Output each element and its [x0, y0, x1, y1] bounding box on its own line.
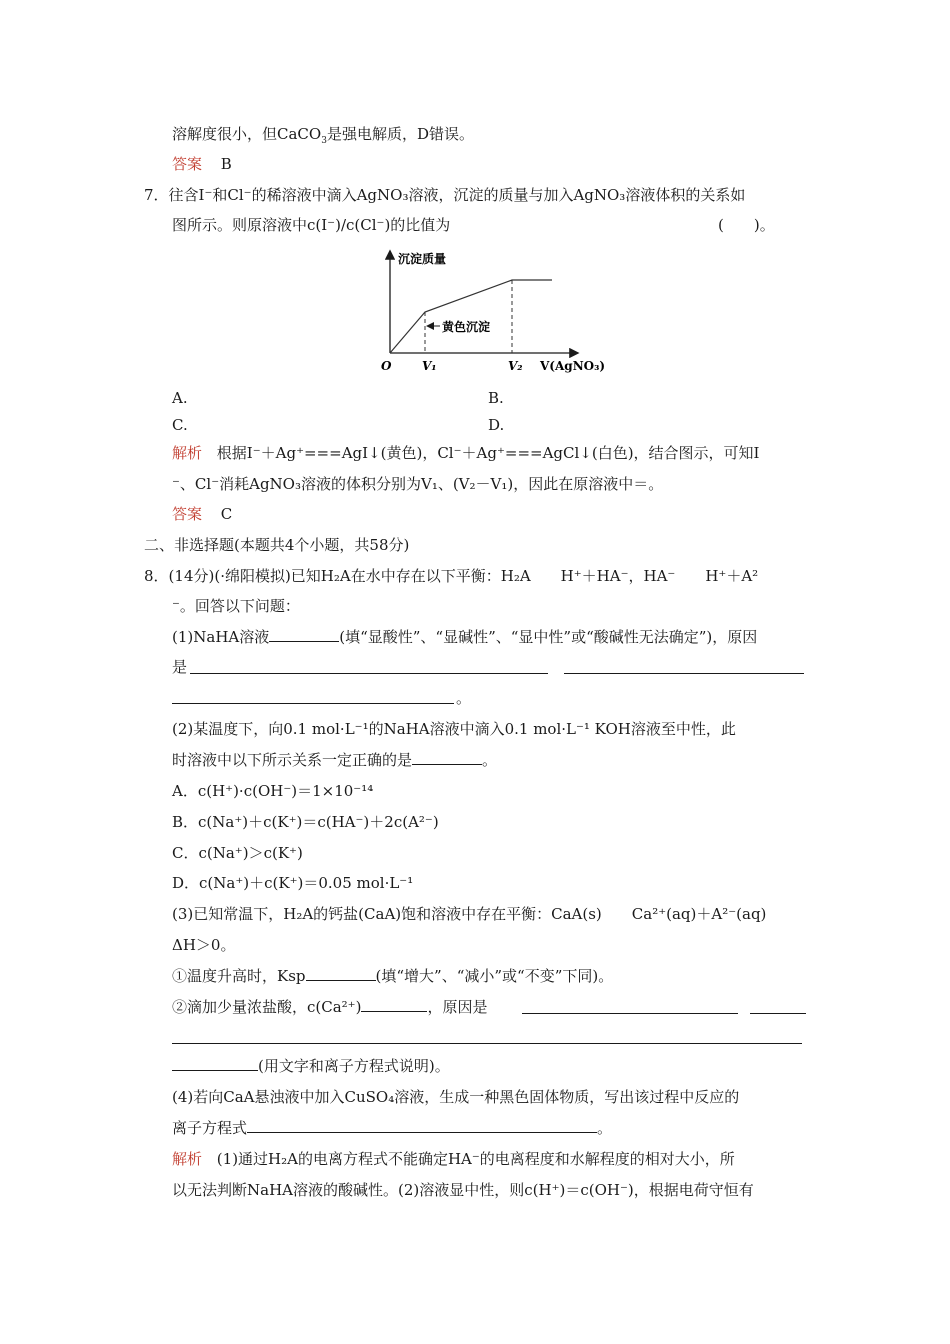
- origin-label: O: [381, 359, 392, 373]
- section-title: 二、非选择题(本题共4个小题，共58分): [144, 536, 410, 554]
- analysis-label: 解析: [172, 444, 203, 462]
- answer-blank[interactable]: [190, 673, 548, 674]
- answer-blank[interactable]: [750, 1013, 806, 1014]
- series-line: [390, 280, 552, 353]
- q8-part2-option-c: C．c(Na⁺)＞c(K⁺): [172, 844, 303, 862]
- answer-value: B: [220, 155, 232, 173]
- q8-part2-option-d: D．c(Na⁺)＋c(K⁺)＝0.05 mol·L⁻¹: [172, 874, 414, 892]
- analysis-label: 解析: [172, 1150, 203, 1168]
- y-axis-label: 沉淀质量: [398, 252, 447, 266]
- answer-blank[interactable]: [172, 1056, 258, 1071]
- q8-part2-option-a: A．c(H⁺)·c(OH⁻)＝1×10⁻¹⁴: [172, 782, 374, 800]
- answer-value: C: [220, 505, 233, 523]
- q7-option-a: A.: [172, 389, 188, 407]
- q8-part4-line-1: (4)若向CaA悬浊液中加入CuSO₄溶液，生成一种黑色固体物质，写出该过程中反应的: [172, 1088, 740, 1106]
- q8-part2-line-1: (2)某温度下，向0.1 mol·L⁻¹的NaHA溶液中滴入0.1 mol·L⁻¹ KOH溶液至中性，此: [172, 720, 736, 738]
- answer-blank[interactable]: [172, 1043, 802, 1044]
- q8-part3-item-2-end: (用文字和离子方程式说明)。: [172, 1056, 450, 1076]
- q8-number: 8．: [144, 567, 169, 585]
- annotation-label: 黄色沉淀: [442, 320, 491, 334]
- q8-part2-option-b: B．c(Na⁺)＋c(K⁺)＝c(HA⁻)＋2c(A²⁻): [172, 813, 439, 831]
- answer-blank[interactable]: [306, 966, 376, 981]
- q7-number: 7．: [144, 186, 169, 204]
- answer-blank[interactable]: [564, 673, 804, 674]
- q8-part3-line-2: ΔH＞0。: [172, 936, 236, 954]
- x-tick-v2: V₂: [508, 359, 523, 373]
- q8-analysis-line-2: 以无法判断NaHA溶液的酸碱性。(2)溶液显中性，则c(H⁺)＝c(OH⁻)，根据电荷守恒有: [172, 1181, 754, 1199]
- q8-part1-line-2: 是: [172, 658, 188, 676]
- q7-line-1: 7．往含I⁻和Cl⁻的稀溶液中滴入AgNO₃溶液，沉淀的质量与加入AgNO₃溶液体积的关系如: [144, 186, 746, 204]
- q8-part3-item-2: ②滴加少量浓盐酸，c(Ca²⁺) ，原因是: [172, 998, 488, 1016]
- q8-part2-line-2: 时溶液中以下所示关系一定正确的是 。: [172, 751, 498, 769]
- answer-blank[interactable]: [361, 997, 427, 1012]
- q8-part4-line-2: 离子方程式 。: [172, 1119, 613, 1137]
- q8-part3-line-1: (3)已知常温下，H₂A的钙盐(CaA)饱和溶液中存在平衡：CaA(s) Ca²⁺(aq)＋A²⁻(aq): [172, 905, 767, 923]
- q8-part3-item-1: ①温度升高时，Ksp (填“增大”、“减小”或“不变”下同)。: [172, 967, 614, 985]
- q8-line-1: 8．(14分)(·绵阳模拟)已知H₂A在水中存在以下平衡：H₂A H⁺＋HA⁻，HA⁻ H⁺＋A²: [144, 567, 759, 585]
- q7-analysis-line-1: 解析 根据I⁻＋Ag⁺===AgI↓(黄色)，Cl⁻＋Ag⁺===AgCl↓(白色)，结合图示，可知I: [172, 444, 760, 462]
- answer-blank[interactable]: [247, 1118, 597, 1133]
- q7-analysis-line-2: ⁻、Cl⁻消耗AgNO₃溶液的体积分别为V₁、(V₂－V₁)，因此在原溶液中＝。: [172, 475, 664, 493]
- q8-line-2: ⁻。回答以下问题：: [172, 597, 300, 615]
- q7-answer-paren: ( )。: [718, 216, 775, 234]
- answer-blank[interactable]: [522, 1013, 738, 1014]
- answer-blank[interactable]: [172, 703, 454, 704]
- x-tick-v1: V₁: [422, 359, 437, 373]
- answer-label: 答案: [172, 505, 203, 523]
- x-axis-label: V(AgNO₃): [540, 359, 606, 373]
- q7-option-c: C.: [172, 416, 188, 434]
- q7-answer: [172, 504, 232, 524]
- q7-option-d: D.: [488, 416, 505, 434]
- q8-part1-end: 。: [456, 689, 472, 707]
- prev-answer: [172, 154, 232, 174]
- q8-analysis-line-1: 解析 (1)通过H₂A的电离方程式不能确定HA⁻的电离程度和水解程度的相对大小，所: [172, 1150, 735, 1168]
- answer-label: 答案: [172, 155, 203, 173]
- prev-analysis-tail: 溶解度很小，但CaCO$_3$是强电解质，D错误。: [172, 125, 474, 146]
- q7-line-2: 图所示。则原溶液中c(I⁻)/c(Cl⁻)的比值为: [172, 216, 451, 234]
- q8-part1-line-1: (1)NaHA溶液 (填“显酸性”、“显碱性”、“显中性”或“酸碱性无法确定”)，原因: [172, 628, 758, 646]
- precipitate-chart: [372, 246, 612, 376]
- answer-blank[interactable]: [412, 750, 482, 765]
- q7-option-b: B.: [488, 389, 504, 407]
- answer-blank[interactable]: [269, 627, 339, 642]
